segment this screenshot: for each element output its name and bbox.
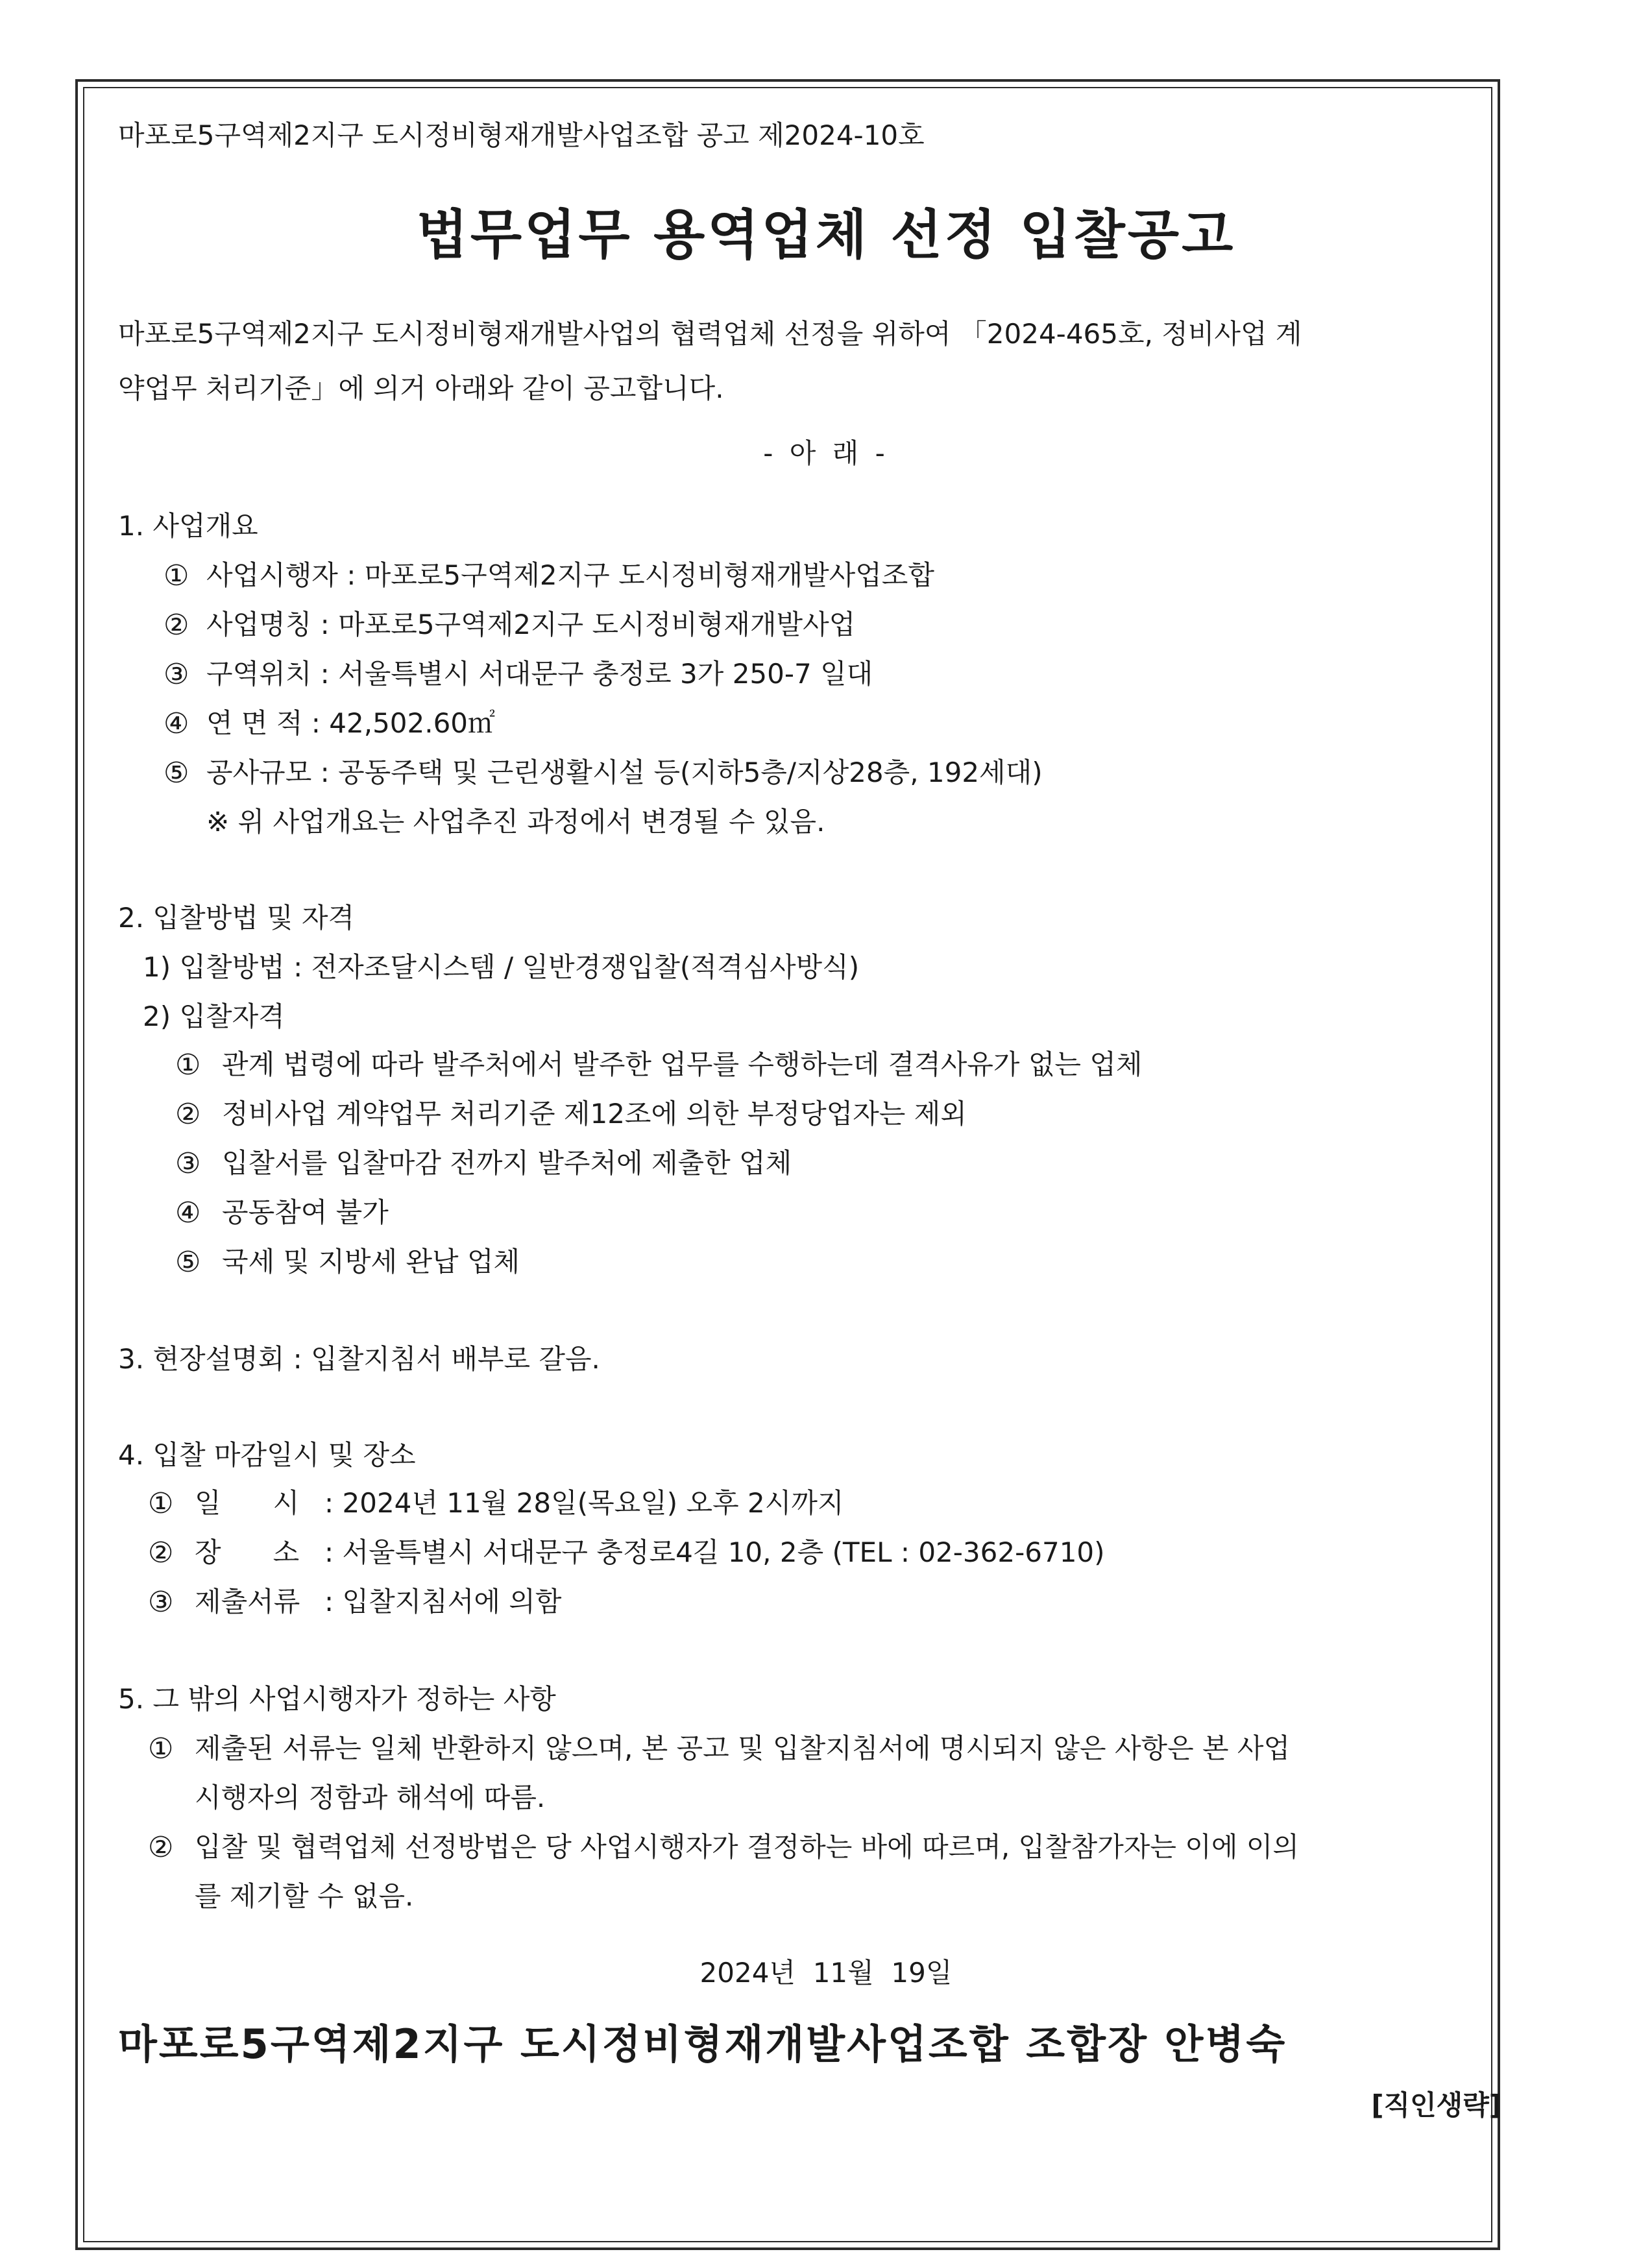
section-1-note: ※ 위 사업개요는 사업추진 과정에서 변경될 수 있음.	[206, 806, 825, 838]
list-marker: ②	[175, 1098, 201, 1131]
list-item: 국세 및 지방세 완납 업체	[222, 1246, 520, 1278]
list-item-continuation: 시행자의 정함과 해석에 따름.	[195, 1782, 546, 1813]
list-item: 입찰 및 협력업체 선정방법은 당 사업시행자가 결정하는 바에 따르며, 입찰참가자는 이에 이의	[195, 1831, 1299, 1863]
list-item: 사업명칭 : 마포로5구역제2지구 도시정비형재개발사업	[206, 609, 856, 640]
list-item: 공사규모 : 공동주택 및 근린생활시설 등(지하5층/지상28층, 192세대)	[206, 757, 1043, 788]
section-3-heading: 3. 현장설명회 : 입찰지침서 배부로 갈음.	[118, 1343, 600, 1375]
field-label: 일 시	[195, 1487, 300, 1519]
required-documents: : 입찰지침서에 의함	[324, 1586, 562, 1617]
list-marker: ②	[148, 1536, 174, 1569]
notice-number: 마포로5구역제2지구 도시정비형재개발사업조합 공고 제2024-10호	[118, 119, 925, 151]
list-marker: ①	[175, 1048, 201, 1082]
section-2-heading: 2. 입찰방법 및 자격	[118, 902, 355, 934]
intro-line-1: 마포로5구역제2지구 도시정비형재개발사업의 협력업체 선정을 위하여 「2024-465호, 정비사업 계	[118, 318, 1302, 350]
list-marker: ③	[148, 1586, 174, 1619]
qualification-heading: 2) 입찰자격	[143, 1000, 285, 1032]
list-item: 구역위치 : 서울특별시 서대문구 충정로 3가 250-7 일대	[206, 658, 873, 690]
document-title: 법무업무 용역업체 선정 입찰공고	[416, 204, 1236, 266]
list-item: 입찰서를 입찰마감 전까지 발주처에 제출한 업체	[222, 1147, 792, 1179]
list-marker: ⑤	[175, 1246, 201, 1279]
section-1-heading: 1. 사업개요	[118, 510, 258, 542]
list-marker: ①	[148, 1487, 174, 1520]
deadline-location: : 서울특별시 서대문구 충정로4길 10, 2층 (TEL : 02-362-6710)	[324, 1536, 1105, 1568]
list-marker: ①	[148, 1732, 174, 1765]
seal-omitted-note: [직인생략]	[1371, 2089, 1501, 2121]
list-item: 관계 법령에 따라 발주처에서 발주한 업무를 수행하는데 결격사유가 없는 업체	[222, 1048, 1143, 1080]
list-item: 공동참여 불가	[222, 1196, 389, 1228]
list-marker: ②	[164, 609, 189, 642]
list-item: 사업시행자 : 마포로5구역제2지구 도시정비형재개발사업조합	[206, 559, 934, 591]
intro-line-2: 약업무 처리기준」에 의거 아래와 같이 공고합니다.	[118, 372, 724, 404]
list-item: 정비사업 계약업무 처리기준 제12조에 의한 부정당업자는 제외	[222, 1098, 967, 1130]
list-marker: ③	[164, 658, 189, 691]
list-marker: ④	[164, 707, 189, 740]
list-marker: ⑤	[164, 757, 189, 790]
section-4-heading: 4. 입찰 마감일시 및 장소	[118, 1439, 416, 1471]
list-item-continuation: 를 제기할 수 없음.	[195, 1880, 414, 1912]
issue-date: 2024년 11월 19일	[699, 1957, 953, 1989]
list-marker: ③	[175, 1147, 201, 1180]
field-label: 제출서류	[195, 1586, 300, 1617]
list-item: 연 면 적 : 42,502.60㎡	[206, 707, 496, 739]
list-marker: ④	[175, 1196, 201, 1229]
below-marker: - 아 래 -	[763, 437, 889, 469]
bid-method: 1) 입찰방법 : 전자조달시스템 / 일반경쟁입찰(적격심사방식)	[143, 951, 860, 983]
field-label: 장 소	[195, 1536, 300, 1568]
list-marker: ①	[164, 559, 189, 592]
signatory: 마포로5구역제2지구 도시정비형재개발사업조합 조합장 안병숙	[118, 2020, 1287, 2068]
list-marker: ②	[148, 1831, 174, 1864]
deadline-datetime: : 2024년 11월 28일(목요일) 오후 2시까지	[324, 1487, 844, 1519]
list-item: 제출된 서류는 일체 반환하지 않으며, 본 공고 및 입찰지침서에 명시되지 않은 사항은 본 사업	[195, 1732, 1291, 1764]
section-5-heading: 5. 그 밖의 사업시행자가 정하는 사항	[118, 1683, 556, 1715]
